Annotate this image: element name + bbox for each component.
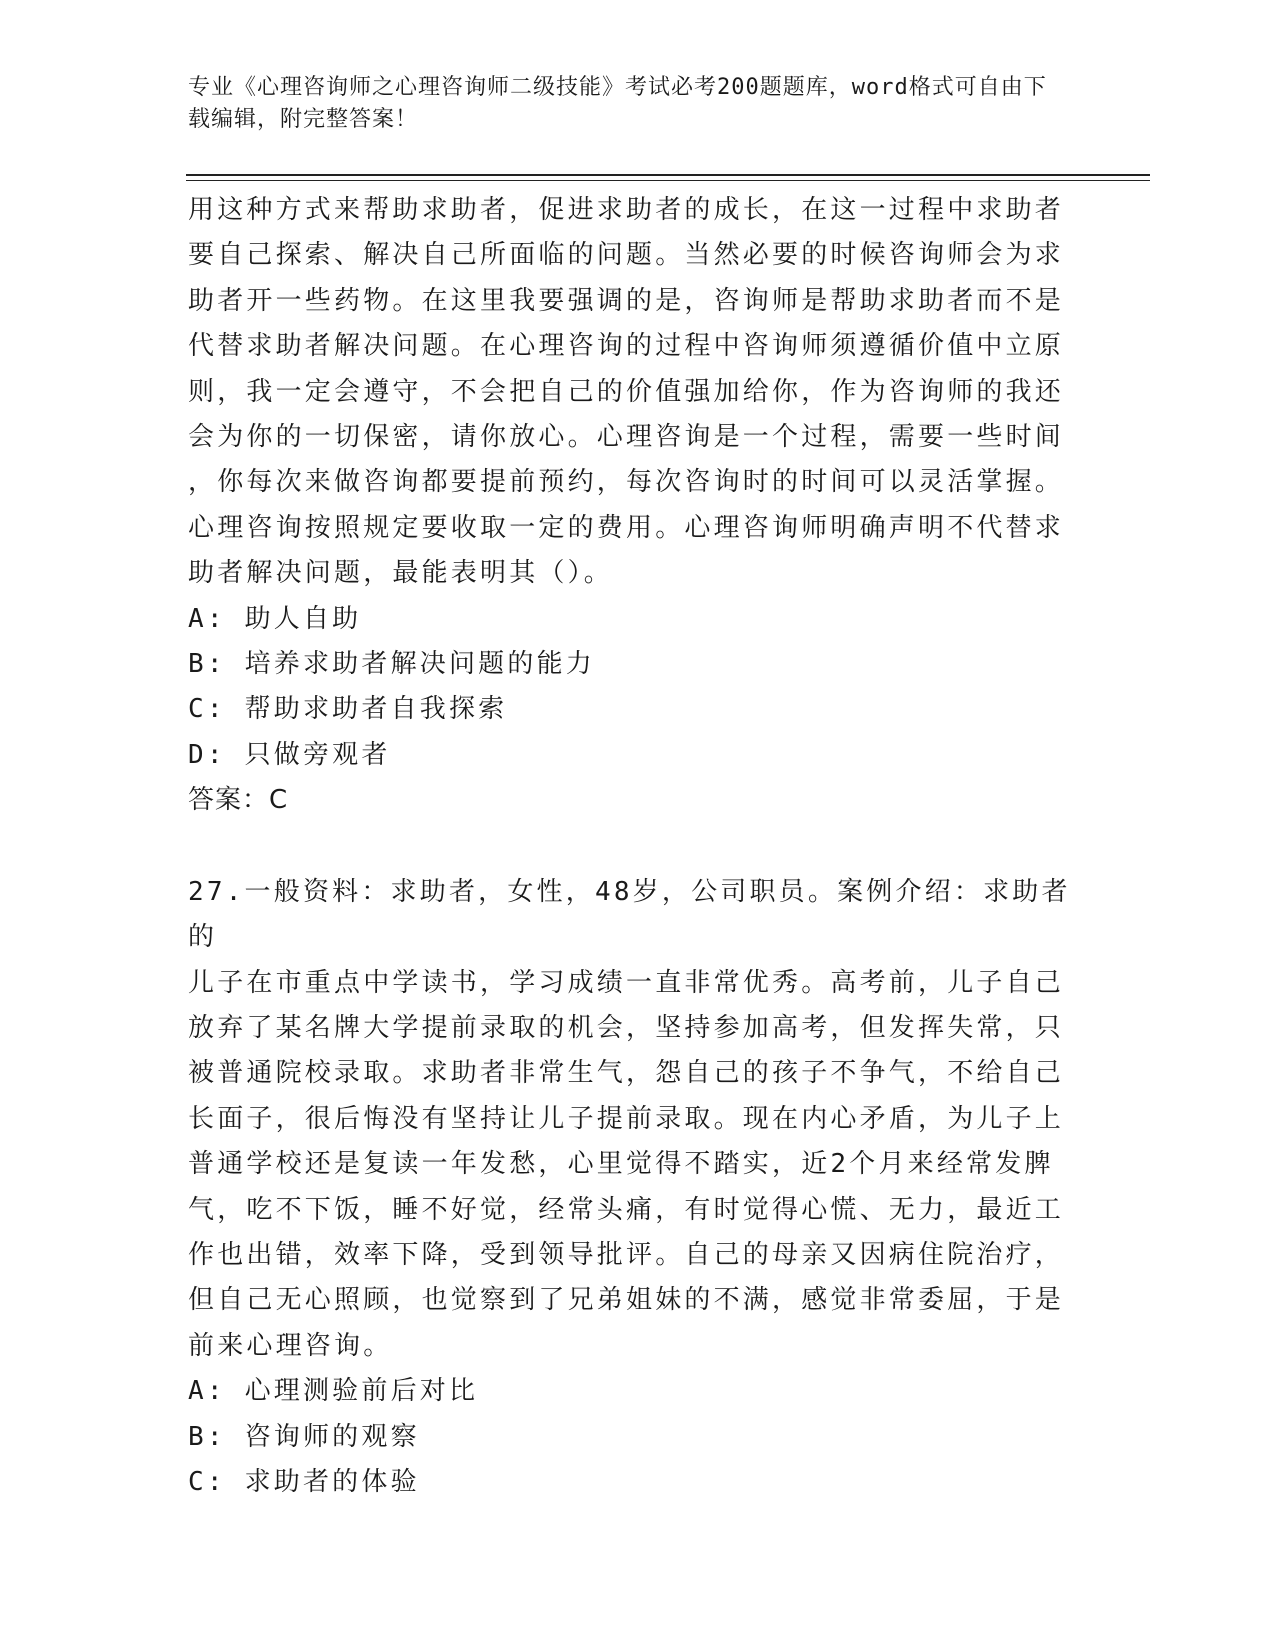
stem-line: 放弃了某名牌大学提前录取的机会，坚持参加高考，但发挥失常，只	[188, 1012, 1065, 1043]
option-key: A:	[188, 1376, 226, 1407]
option-text: 只做旁观者	[244, 739, 391, 770]
stem-line: 助者解决问题，最能表明其（）。	[188, 558, 614, 589]
option-list	[188, 1369, 1088, 1505]
question-26	[188, 188, 1088, 824]
option-key: B:	[188, 1421, 226, 1452]
option-a	[188, 1369, 1088, 1414]
stem-line: 要自己探索、解决自己所面临的问题。当然必要的时候咨询师会为求	[188, 240, 1065, 271]
stem-line: ，你每次来做咨询都要提前预约，每次咨询时的时间可以灵活掌握。	[188, 467, 1065, 498]
question-27	[188, 870, 1088, 1506]
stem-line: 用这种方式来帮助求助者，促进求助者的成长，在这一过程中求助者	[188, 195, 1065, 225]
question-stem	[188, 188, 1088, 597]
option-a	[188, 597, 1088, 642]
question-spacer	[188, 824, 1088, 870]
option-b	[188, 1415, 1088, 1460]
stem-line: 会为你的一切保密，请你放心。心理咨询是一个过程，需要一些时间	[188, 422, 1065, 453]
stem-line: 长面子，很后悔没有坚持让儿子提前录取。现在内心矛盾，为儿子上	[188, 1103, 1065, 1134]
option-text: 心理测验前后对比	[244, 1376, 479, 1407]
stem-line: 气，吃不下饭，睡不好觉，经常头痛，有时觉得心慌、无力，最近工	[188, 1194, 1065, 1225]
question-stem	[188, 870, 1088, 1369]
header-divider-thin	[186, 180, 1150, 181]
option-text: 咨询师的观察	[244, 1421, 420, 1452]
document-body	[188, 188, 1088, 1505]
stem-line: 代替求助者解决问题。在心理咨询的过程中咨询师须遵循价值中立原	[188, 331, 1065, 362]
option-key: D:	[188, 739, 226, 770]
stem-line: 心理咨询按照规定要收取一定的费用。心理咨询师明确声明不代替求	[188, 512, 1065, 543]
option-text: 帮助求助者自我探索	[244, 694, 508, 725]
option-key: A:	[188, 603, 226, 634]
stem-line: 儿子在市重点中学读书，学习成绩一直非常优秀。高考前，儿子自己	[188, 967, 1065, 998]
option-d	[188, 733, 1088, 778]
option-key: C:	[188, 1466, 226, 1497]
header-divider	[186, 174, 1150, 176]
document-header	[188, 72, 1068, 136]
stem-line: 前来心理咨询。	[188, 1330, 393, 1361]
option-text: 助人自助	[244, 603, 362, 634]
option-key: B:	[188, 649, 226, 680]
option-text: 培养求助者解决问题的能力	[244, 649, 595, 680]
stem-line: 27.一般资料：求助者，女性，48岁，公司职员。案例介绍：求助者的	[188, 876, 1071, 953]
option-c	[188, 687, 1088, 732]
option-b	[188, 642, 1088, 687]
stem-line: 普通学校还是复读一年发愁，心里觉得不踏实，近2个月来经常发脾	[188, 1149, 1054, 1180]
stem-line: 则，我一定会遵守，不会把自己的价值强加给你，作为咨询师的我还	[188, 376, 1065, 407]
stem-line: 助者开一些药物。在这里我要强调的是，咨询师是帮助求助者而不是	[188, 285, 1065, 316]
option-list	[188, 597, 1088, 779]
stem-line: 被普通院校录取。求助者非常生气，怨自己的孩子不争气，不给自己	[188, 1058, 1065, 1089]
stem-line: 但自己无心照顾，也觉察到了兄弟姐妹的不满，感觉非常委屈，于是	[188, 1285, 1065, 1316]
option-text: 求助者的体验	[244, 1466, 420, 1497]
document-title: 专业《心理咨询师之心理咨询师二级技能》考试必考200题题库，word格式可自由下载编辑，附完整答案！	[188, 75, 1047, 132]
stem-line: 作也出错，效率下降，受到领导批评。自己的母亲又因病住院治疗，	[188, 1239, 1065, 1270]
answer-line: 答案：C	[188, 785, 289, 816]
option-key: C:	[188, 694, 226, 725]
option-c	[188, 1460, 1088, 1505]
